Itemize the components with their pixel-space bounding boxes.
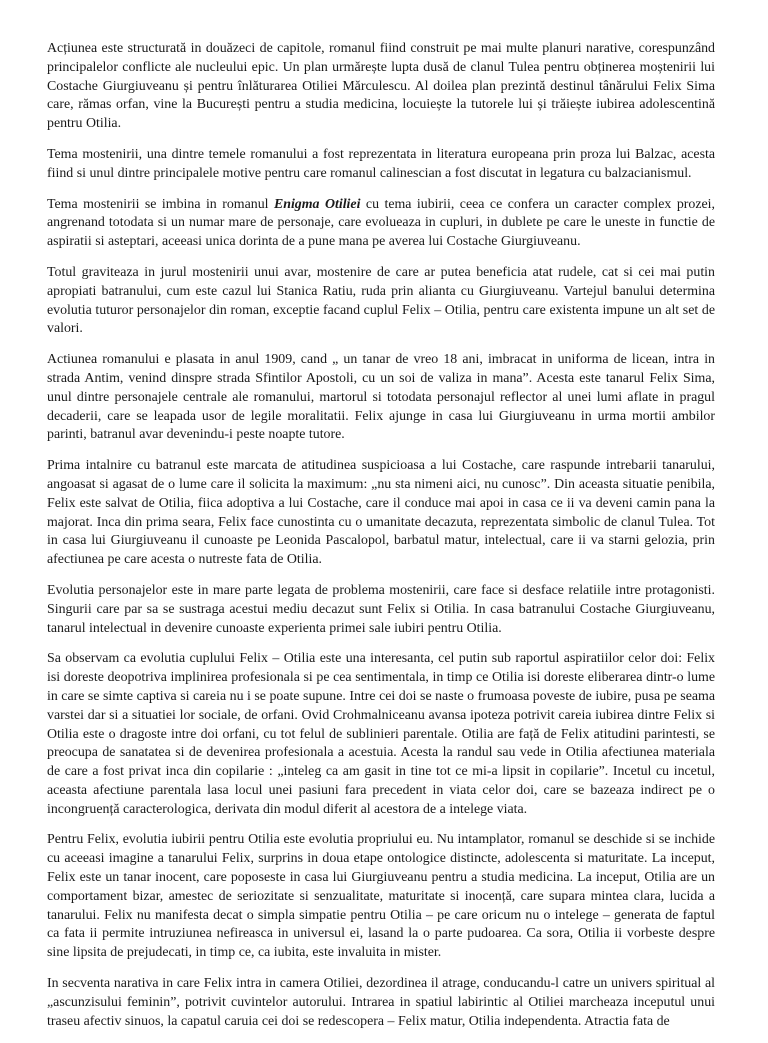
novel-title: Enigma Otiliei — [273, 196, 361, 212]
paragraph-structure: Acțiunea este structurată in douăzeci de capitole, romanul fiind construit pe mai multe planuri narative, corespunzând principalelor conflicte ale nucleului epic. Un plan urmărește lupta dusă de clanul Tulea pentru obținerea moștenirii lui Costache Giurgiuveanu și pentru înlăturarea Otiliei Mărculescu. Al doilea plan prezintă destinul tânărului Felix Sima care, rămas orfan, vine la București pentru a studia medicina, locuiește la tutorele lui și trăiește iubirea adolescentină pentru Otilia. — [47, 41, 715, 132]
paragraph-first-meeting: Prima intalnire cu batranul este marcata de atitudinea suspicioasa a lui Costache, care raspunde intrebarii tanarului, angoasat si agasat de o lume care il solicita la maximum: „nu sta nimeni aici, nu cunosc”. Din aceasta situatie penibila, Felix este salvat de Otilia, fiica adoptiva a lui Costache, care il conduce mai apoi in casa ce ii va deveni camin pana la majorat. Inca din prima seara, Felix face cunostinta cu o umanitate decazuta, reprezentata simbolic de clanul Tulea. Tot in casa lui Giurgiuveanu il cunoaste pe Leonida Pascalopol, barbatul matur, intelectual, care ii va starni gelozia, prin afectiunea pe care acesta o nutreste fata de Otilia. — [47, 458, 715, 568]
paragraph-love-theme-after: cu tema iubirii, ceea ce confera un caracter complex prozei, angrenand totodata si un numar mare de personaje, care evolueaza in cupluri, in dublete pe care le uneste in functie de aspiratii si asteptari, aceeasi unica dorinta de a pune mana pe averea lui Costache Giurgiuveanu. — [47, 196, 715, 250]
document-page — [47, 40, 715, 1043]
paragraph-inheritance-theme: Tema mostenirii, una dintre temele romanului a fost reprezentata in literatura europeana prin proza lui Balzac, acesta fiind si unul dintre principalele motive pentru care romanul calinescian a fost discutat in legatura cu balzacianismul. — [47, 146, 715, 181]
paragraph-love-theme — [47, 196, 715, 252]
paragraph-setting: Actiunea romanului e plasata in anul 1909, cand „ un tanar de vreo 18 ani, imbracat in uniforma de licean, intra in strada Antim, venind dinspre strada Sfintilor Apostoli, cu un soi de valiza in mana”. Acesta este tanarul Felix Sima, unul dintre personajele centrale ale romanului, martorul si totodata personajul reflector al unei lumi aflate in pragul decaderii, care se leapada usor de legile moralitatii. Felix ajunge in casa lui Giurgiuveanu in urma mortii ambilor parinti, batranul avar devenindu-i peste noapte tutore. — [47, 352, 715, 443]
paragraph-evolution: Evolutia personajelor este in mare parte legata de problema mostenirii, care face si desface relatiile intre protagonisti. Singurii care par sa se sustraga acestui mediu decazut sunt Felix si Otilia. In casa batranului Costache Giurgiuveanu, tanarul intelectual in devenire cunoaste experienta primei sale iubiri pentru Otilia. — [47, 582, 715, 636]
paragraph-otilia-room: In secventa narativa in care Felix intra in camera Otiliei, dezordinea il atrage, conducandu-l catre un univers spiritual al „ascunzisului feminin”, potrivit cuvintelor autorului. Intrarea in spatiul labirintic al Otiliei marcheaza inceputul unui traseu afectiv sinuos, la capatul caruia cei doi se redescopera – Felix matur, Otilia independenta. Atractia fata de — [47, 976, 715, 1029]
paragraph-couple: Sa observam ca evolutia cuplului Felix – Otilia este una interesanta, cel putin sub raportul aspiratiilor celor doi: Felix isi doreste deopotriva implinirea profesionala si pe cea sentimentala, in timp ce Otilia isi doreste eliberarea dintr-o lume in care se simte captiva si careia nu i se poate supune. Intre cei doi se naste o frumoasa poveste de iubire, pusa pe seama varstei dar si a situatiei lor sociale, de orfani. Ovid Crohmalniceanu avansa ipoteza potrivit careia iubirea dintre Felix si Otilia este o dragoste intre doi orfani, cu tot felul de sublinieri parentale. Otilia are față de Felix atitudini parintesti, se preocupa de sanatatea si de devenirea profesionala a acestuia. Acesta la randul sau vede in Otilia afectiunea materiala de care a fost privat inca din copilarie : „inteleg ca am gasit in tine tot ce mi-a lipsit in copilarie”. Incetul cu incetul, aceasta afectiune parentala lasa locul unei pasiuni fara precedent in viata celor doi, care se bazeaza indirect pe o incongruență caracterologica, derivata din modul diferit al acestora de a intelege viata. — [47, 651, 715, 817]
paragraph-felix-self: Pentru Felix, evolutia iubirii pentru Otilia este evolutia propriului eu. Nu intamplator, romanul se deschide si se inchide cu aceeasi imagine a tanarului Felix, surprins in doua etape ontologice distincte, adolescenta si maturitate. La inceput, Felix este un tanar inocent, care poposeste in casa lui Giurgiuveanu pentru a studia medicina. La inceput, Otilia are un comportament bizar, amestec de seriozitate si senzualitate, maturitate si inocență, care supara mintea clara, lucida a tanarului. Felix nu manifesta decat o simpla simpatie pentru Otilia – pe care oricum nu o intelege – generata de faptul ca fata ii permite intruziunea nefireasca in universul ei, lasand la o parte pudoarea. Ca sora, Otilia ii vorbeste despre sine lipsita de prejudecati, in timp ce, ca iubita, este invaluita in mister. — [47, 832, 715, 961]
paragraph-avarice: Totul graviteaza in jurul mostenirii unui avar, mostenire de care ar putea beneficia atat rudele, cat si cei mai putin apropiati batranului, cum este cazul lui Stanica Ratiu, ruda prin alianta cu Giurgiuveanu. Vartejul banului determina evolutia tuturor personajelor din roman, exceptie facand cuplul Felix – Otilia, pentru care existenta impune un alt set de valori. — [47, 264, 715, 337]
paragraph-love-theme-before: Tema mostenirii se imbina in romanul — [47, 196, 274, 212]
